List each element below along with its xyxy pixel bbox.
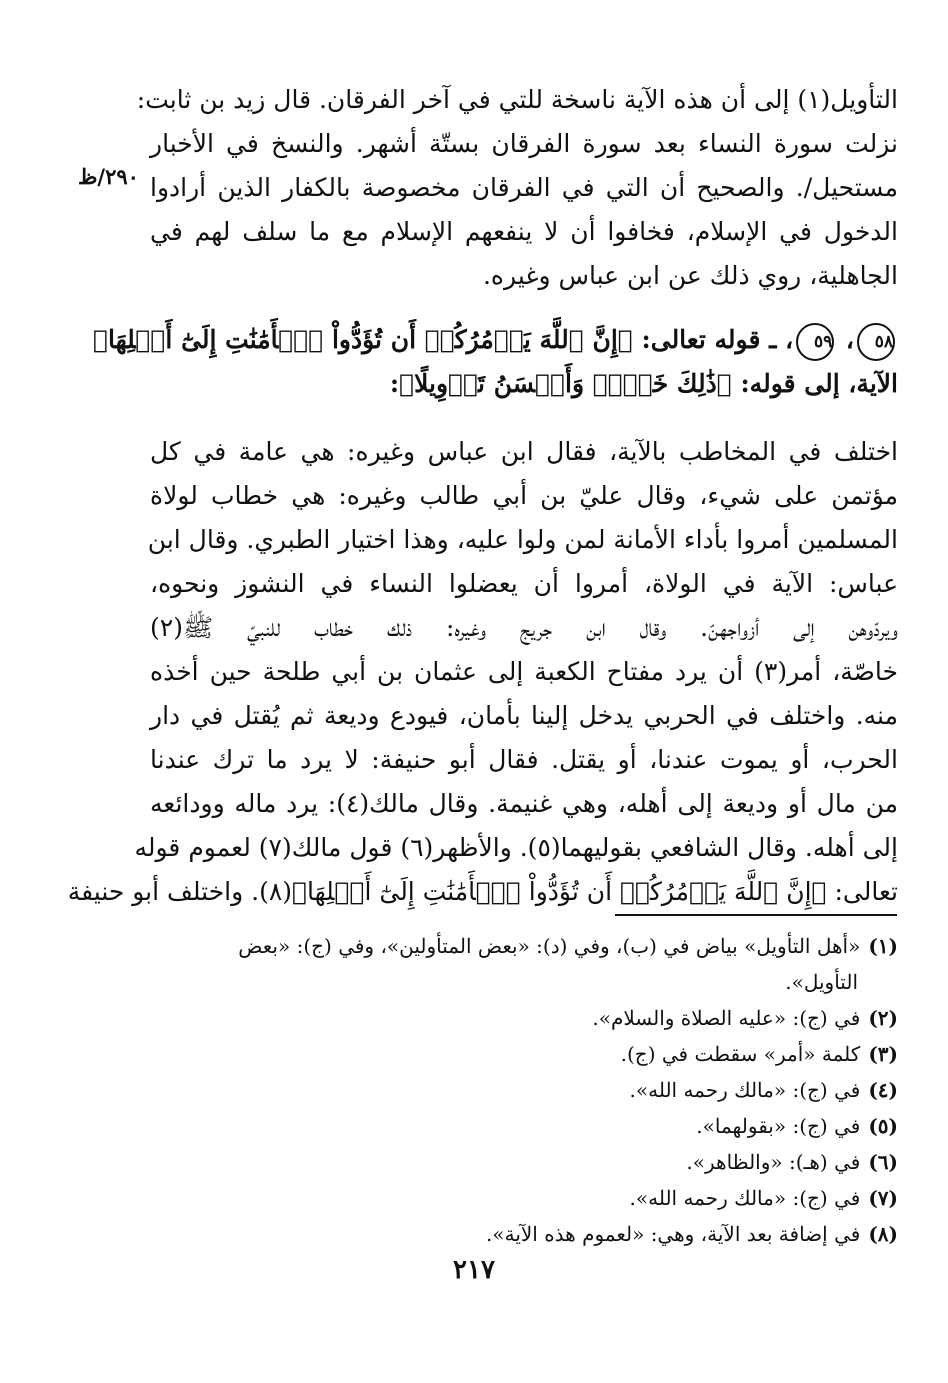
page-number: ٢١٧: [453, 1255, 495, 1285]
text-line: مستحيل/. والصحيح أن التي في الفرقان مخصوصة بالكفار الذين أرادوا: [150, 173, 898, 202]
footnote-text: التأويل».: [785, 970, 858, 994]
text-line: الجاهلية، روي ذلك عن ابن عباس وغيره.: [482, 261, 898, 290]
footnote-text: «أهل التأويل» بياض في (ب)، وفي (د): «بعض المتأولين»، وفي (ج): «بعض: [238, 934, 861, 958]
verse-line-2: الآية، إلى قوله: ﴿ذَٰلِكَ خَيۡرٞ وَأَحۡسَنُ تَأۡوِيلًا﴾:: [389, 369, 898, 398]
footnote: [150, 1216, 898, 1252]
footnote-number: (٨): [868, 1222, 898, 1246]
text-line: من مال أو وديعة إلى أهله، وهي غنيمة. وقال مالك(٤): يرد ماله وودائعه: [150, 789, 898, 818]
text-line: المسلمين أمروا بأداء الأمانة لمن ولوا عليه، وهذا اختيار الطبري. وقال ابن: [147, 525, 898, 554]
footnote-text: في (ج): «مالك رحمه الله».: [629, 1078, 861, 1102]
manuscript-folio-note: ٢٩٠/ظ: [78, 164, 139, 189]
text-line: الحرب، أو يموت عندنا، أو يقتل. فقال أبو حنيفة: لا يرد ما ترك عندنا: [150, 745, 898, 774]
footnote-number: (٣): [868, 1042, 898, 1066]
footnote-text: في (هـ): «والظاهر».: [686, 1150, 861, 1174]
footnote-text: في (ج): «بقولهما».: [696, 1114, 861, 1138]
verse-number-ornament: ٥٨: [857, 323, 895, 361]
text-line: خاصّة، أمر(٣) أن يرد مفتاح الكعبة إلى عثمان بن أبي طلحة حين أخذه: [150, 657, 898, 686]
verse-number-ornament: ٥٩: [796, 323, 834, 361]
footnote-text: في إضافة بعد الآية، وهي: «لعموم هذه الآية».: [486, 1222, 861, 1246]
text-line: الدخول في الإسلام، فخافوا أن لا ينفعهم الإسلام مع ما سلف لهم في: [150, 217, 898, 246]
footnotes: [150, 928, 898, 1252]
verse-heading: [93, 318, 898, 406]
footnote-number: (١): [868, 934, 898, 958]
text-line: منه. واختلف في الحربي يدخل إلينا بأمان، فيودع وديعة ثم يُقتل في دار: [150, 701, 898, 730]
footnote: [150, 1180, 898, 1216]
footnote-text: في (ج): «عليه الصلاة والسلام».: [592, 1006, 861, 1030]
footnote-text: في (ج): «مالك رحمه الله».: [629, 1186, 861, 1210]
text-line: اختلف في المخاطب بالآية، فقال ابن عباس وغيره: هي عامة في كل: [150, 437, 898, 466]
text-line: مؤتمن على شيء، وقال عليّ بن أبي طالب وغيره: هي خطاب لولاة: [150, 481, 898, 510]
footnote: [150, 1000, 898, 1036]
footnote: [150, 928, 898, 964]
footnote-number: (٦): [868, 1150, 898, 1174]
paragraph-1: [136, 78, 898, 298]
verse-line-1: ٥٨، ٥٩، ـ قوله تعالى: ﴿إِنَّ ٱللَّهَ يَأۡمُرُكُمۡ أَن تُؤَدُّواْ ٱلۡأَمَٰنَٰتِ إِلَىٰٓ أَهۡلِهَا﴾: [150, 318, 898, 362]
text-line: نزلت سورة النساء بعد سورة الفرقان بستّة أشهر. والنسخ في الأخبار: [150, 129, 898, 158]
footnote-number: (٢): [868, 1006, 898, 1030]
footnote-separator: [615, 914, 897, 916]
text-line: إلى أهله. وقال الشافعي بقوليهما(٥). والأظهر(٦) قول مالك(٧) لعموم قوله: [134, 833, 898, 862]
footnote: [150, 1072, 898, 1108]
footnote: [150, 1108, 898, 1144]
footnote: [150, 1144, 898, 1180]
text-line: ويردّوهن إلى أزواجهنّ. وقال ابن جريج وغيره: ذلك خطاب للنبيّ ﷺ(٢): [150, 613, 898, 642]
footnote-number: (٧): [868, 1186, 898, 1210]
text-line: تعالى: ﴿إِنَّ ٱللَّهَ يَأۡمُرُكُمۡ أَن تُؤَدُّواْ ٱلۡأَمَٰنَٰتِ إِلَىٰٓ أَهۡلِهَا﴾(٨). واختلف أبو حنيفة: [67, 877, 898, 906]
verse-text: ، ـ قوله تعالى: ﴿إِنَّ ٱللَّهَ يَأۡمُرُكُمۡ أَن تُؤَدُّواْ ٱلۡأَمَٰنَٰتِ إِلَىٰٓ أَهۡلِهَا﴾: [93, 325, 794, 354]
text-line: عباس: الآية في الولاة، أمروا أن يعضلوا النساء في النشوز ونحوه،: [150, 569, 898, 598]
paragraph-2: [67, 430, 898, 914]
footnote-number: (٤): [868, 1078, 898, 1102]
footnote-text: كلمة «أمر» سقطت في (ج).: [620, 1042, 861, 1066]
text-line: التأويل(١) إلى أن هذه الآية ناسخة للتي في آخر الفرقان. قال زيد بن ثابت:: [136, 85, 898, 114]
footnote-number: (٥): [868, 1114, 898, 1138]
footnote-continuation: [150, 964, 898, 1000]
footnote: [150, 1036, 898, 1072]
